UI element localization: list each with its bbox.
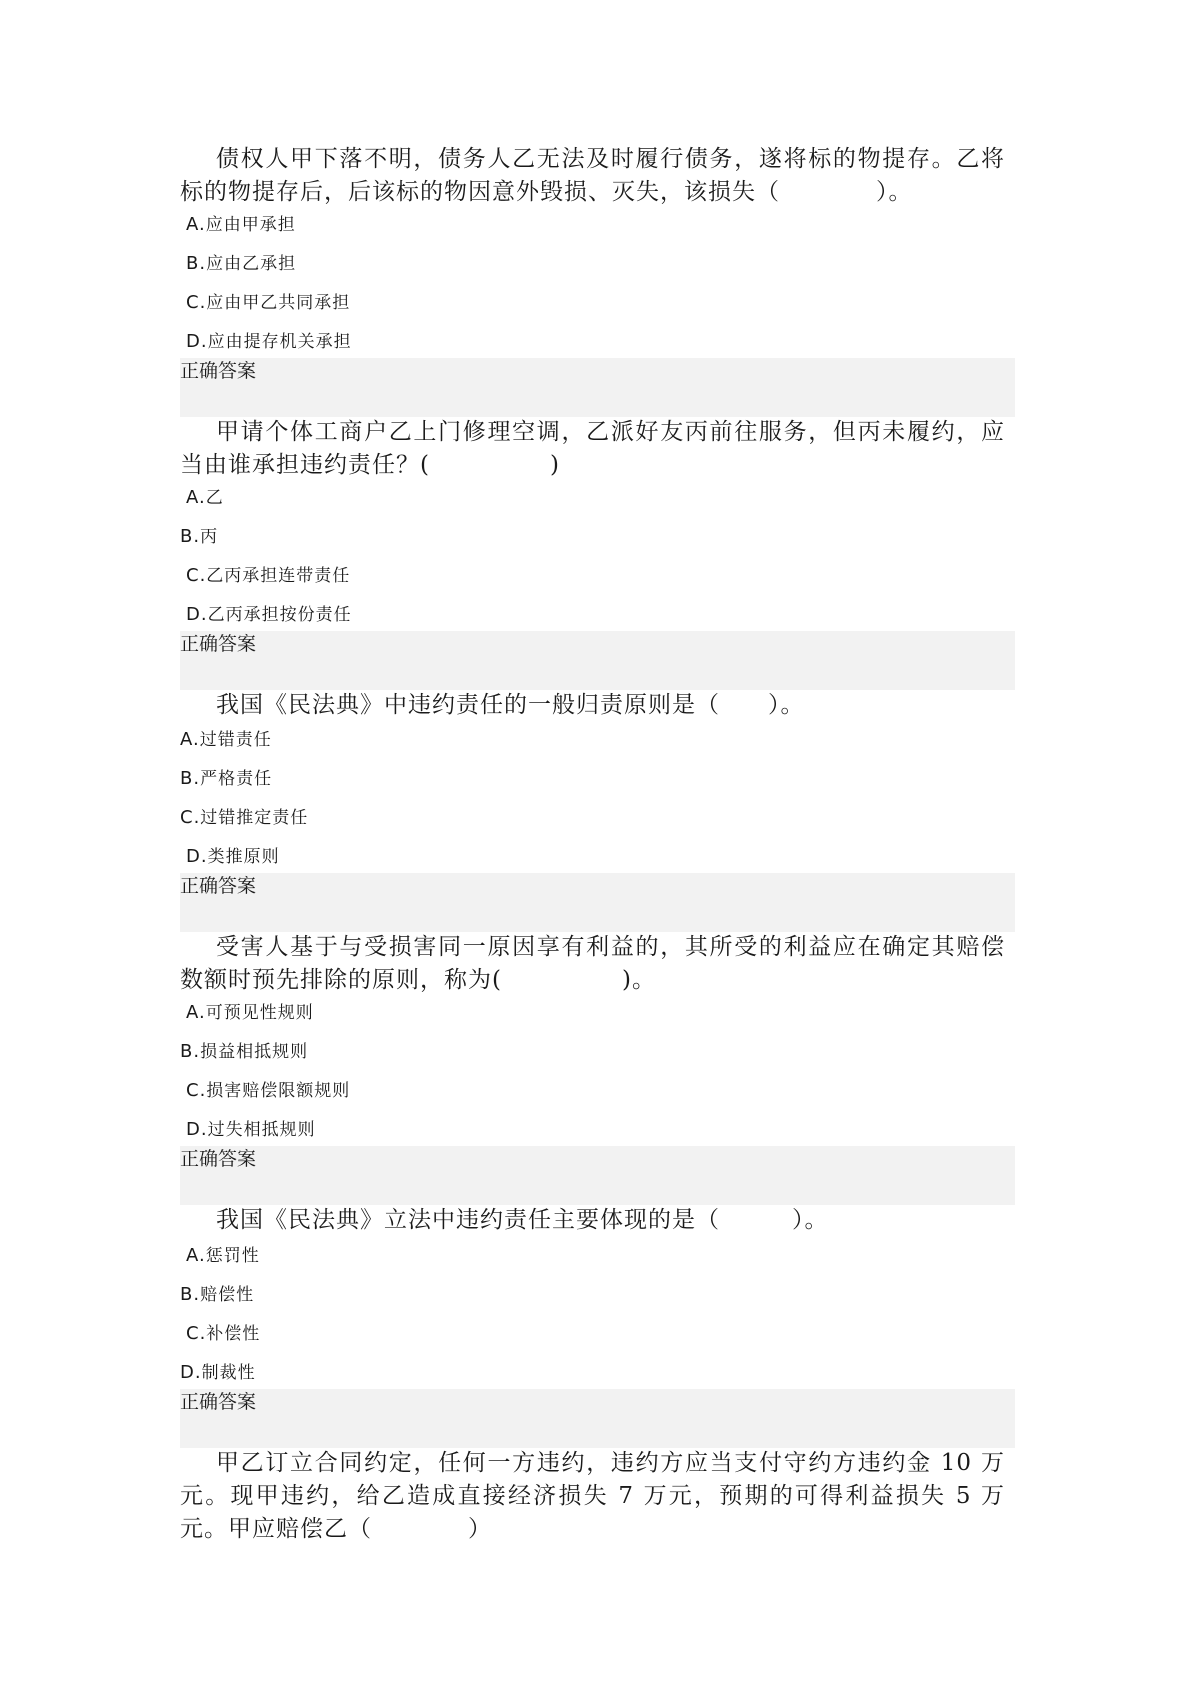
q2-option-a: A.乙 xyxy=(186,487,224,508)
q3-answer-box xyxy=(180,873,1015,932)
q1-option-a: A.应由甲承担 xyxy=(186,214,296,235)
q5-option-c: C.补偿性 xyxy=(186,1323,261,1344)
answer-label: 正确答案 xyxy=(180,1148,257,1170)
q4-answer-box xyxy=(180,1146,1015,1205)
q4-option-d: D.过失相抵规则 xyxy=(186,1119,316,1140)
q1-option-d: D.应由提存机关承担 xyxy=(186,331,352,352)
q2-option-b: B.丙 xyxy=(180,526,219,547)
q5-option-b: B.赔偿性 xyxy=(180,1284,255,1305)
q3-option-a: A.过错责任 xyxy=(180,729,272,750)
q2-option-d: D.乙丙承担按份责任 xyxy=(186,604,352,625)
q3-option-d: D.类推原则 xyxy=(186,846,280,867)
question-6: 甲乙订立合同约定，任何一方违约，违约方应当支付守约方违约金 10 万元。现甲违约，给乙造成直接经济损失 7 万元，预期的可得利益损失 5 万元。甲应赔偿乙（ ） xyxy=(180,1450,1005,1542)
q1-option-c: C.应由甲乙共同承担 xyxy=(186,292,351,313)
question-3: 我国《民法典》中违约责任的一般归责原则是（ ）。 xyxy=(216,692,805,718)
answer-label: 正确答案 xyxy=(180,875,257,897)
q5-option-d: D.制裁性 xyxy=(180,1362,256,1383)
question-1: 债权人甲下落不明，债务人乙无法及时履行债务，遂将标的物提存。乙将标的物提存后，后该标的物因意外毁损、灭失，该损失（ ）。 xyxy=(180,146,1005,205)
q2-option-c: C.乙丙承担连带责任 xyxy=(186,565,351,586)
q1-option-b: B.应由乙承担 xyxy=(186,253,297,274)
q4-option-b: B.损益相抵规则 xyxy=(180,1041,309,1062)
question-2: 甲请个体工商户乙上门修理空调，乙派好友丙前往服务，但丙未履约，应当由谁承担违约责任？( ) xyxy=(180,419,1005,478)
question-5: 我国《民法典》立法中违约责任主要体现的是（ ）。 xyxy=(216,1207,829,1233)
answer-label: 正确答案 xyxy=(180,1391,257,1413)
q4-option-c: C.损害赔偿限额规则 xyxy=(186,1080,351,1101)
q1-answer-box xyxy=(180,358,1015,417)
q2-answer-box xyxy=(180,631,1015,690)
q3-option-c: C.过错推定责任 xyxy=(180,807,309,828)
answer-label: 正确答案 xyxy=(180,633,257,655)
question-4: 受害人基于与受损害同一原因享有利益的，其所受的利益应在确定其赔偿数额时预先排除的原则，称为( )。 xyxy=(180,934,1005,993)
q3-option-b: B.严格责任 xyxy=(180,768,273,789)
q5-option-a: A.惩罚性 xyxy=(186,1245,260,1266)
answer-label: 正确答案 xyxy=(180,360,257,382)
q5-answer-box xyxy=(180,1389,1015,1448)
q4-option-a: A.可预见性规则 xyxy=(186,1002,314,1023)
